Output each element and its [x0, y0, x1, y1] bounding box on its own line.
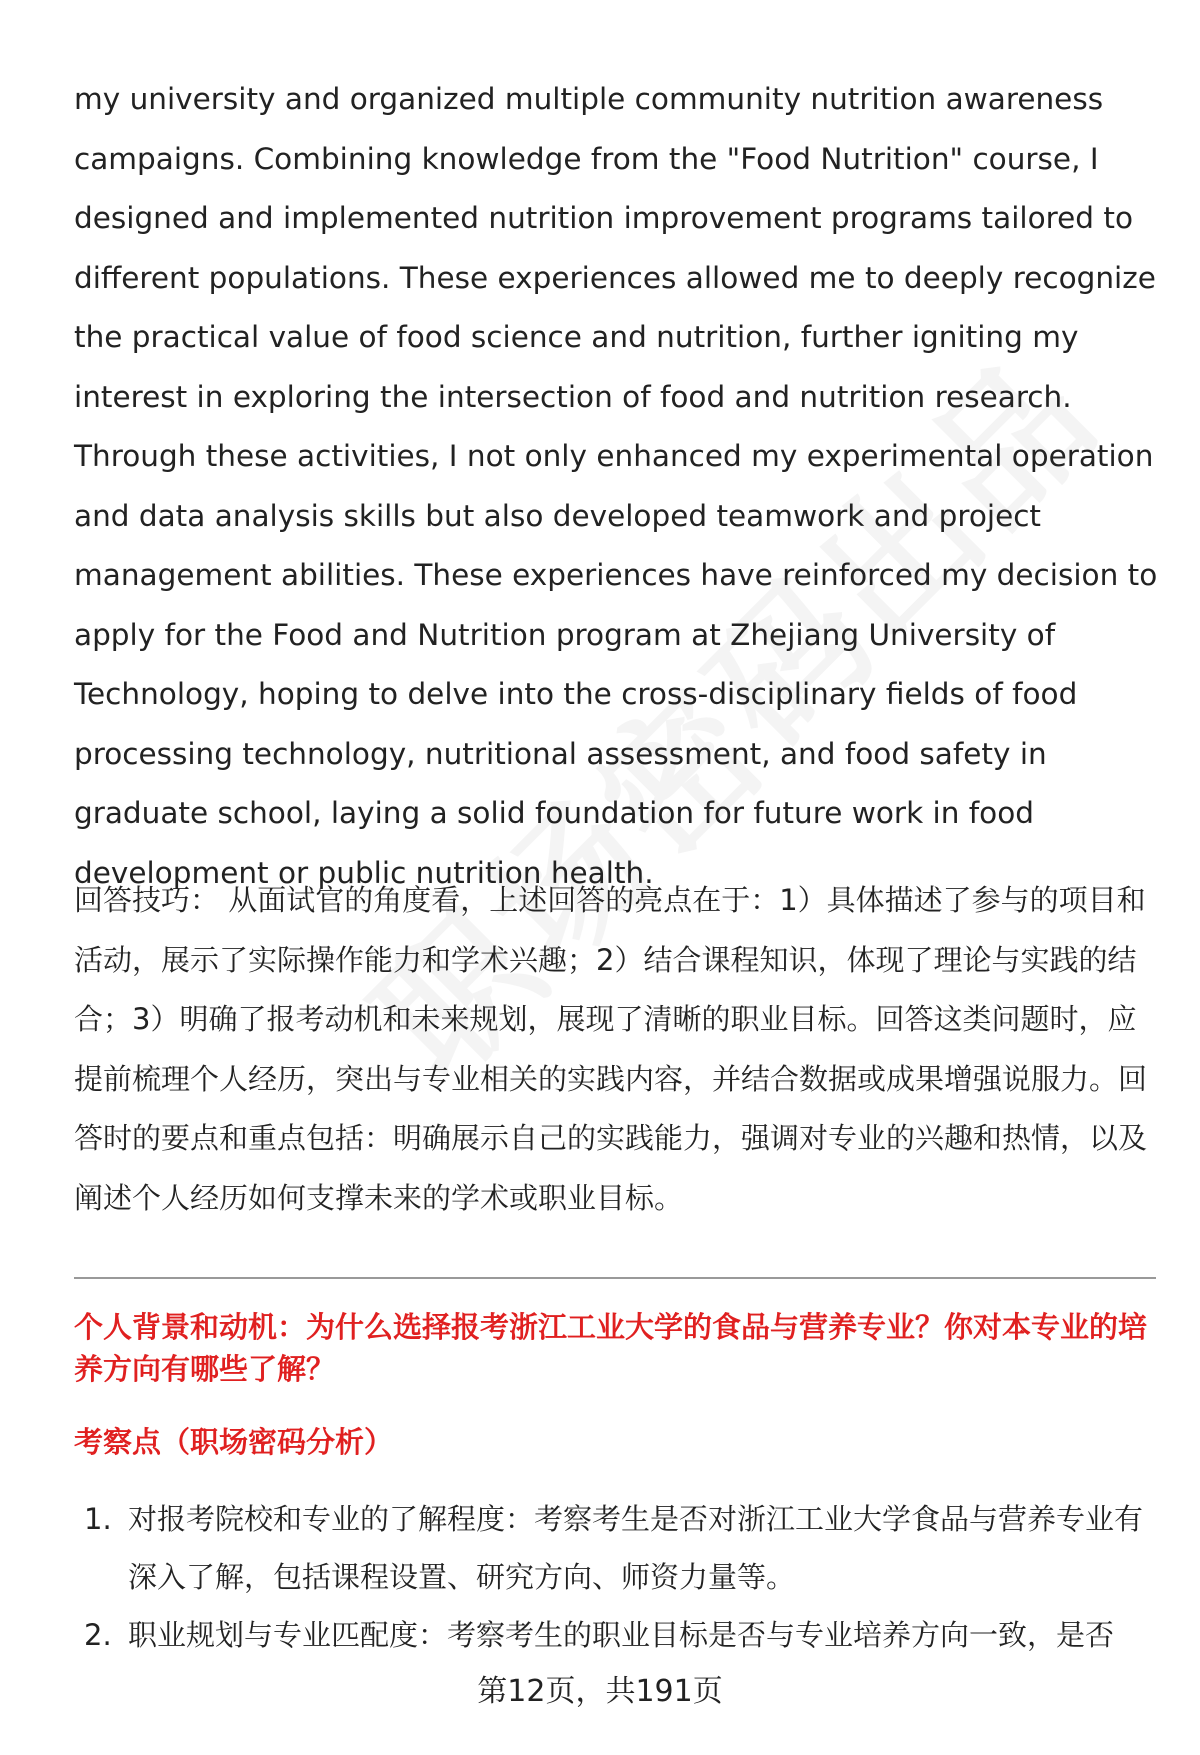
list-item-text: 职业规划与专业匹配度：考察考生的职业目标是否与专业培养方向一致，是否 — [128, 1618, 1115, 1652]
list-item-number: 1. — [84, 1502, 112, 1536]
list-item-text: 对报考院校和专业的了解程度：考察考生是否对浙江工业大学食品与营养专业有深入了解，包括课程设置、研究方向、师资力量等。 — [128, 1502, 1144, 1594]
list-item — [74, 1606, 1164, 1664]
section-title: 个人背景和动机：为什么选择报考浙江工业大学的食品与营养专业？你对本专业的培养方向有哪些了解？ — [74, 1310, 1148, 1386]
sub-title: 考察点（职场密码分析） — [74, 1425, 394, 1459]
answer-tip-paragraph: 回答技巧： 从面试官的角度看，上述回答的亮点在于：1）具体描述了参与的项目和活动，展示了实际操作能力和学术兴趣；2）结合课程知识，体现了理论与实践的结合；3）明确了报考动机和未来规划，展现了清晰的职业目标。回答这类问题时，应提前梳理个人经历，突出与专业相关的实践内容，并结合数据或成果增强说服力。回答时的要点和重点包括：明确展示自己的实践能力，强调对专业的兴趣和热情，以及阐述个人经历如何支撑未来的学术或职业目标。 — [74, 883, 1148, 1215]
english-paragraph: my university and organized multiple community nutrition awareness campaigns. Combining knowledge from the "Food Nutrition" course, I designed and implemented nutrition improvement programs tailored to different populations. These experiences allowed me to deeply recognize the practical value of food science and nutrition, further igniting my interest in exploring the intersection of food and nutrition research. Through these activities, I not only enhanced my experimental operation and data analysis skills but also developed teamwork and project management abilities. These experiences have reinforced my decision to apply for the Food and Nutrition program at Zhejiang University of Technology, hoping to delve into the cross-disciplinary fields of food processing technology, nutritional assessment, and food safety in graduate school, laying a solid foundation for future work in food development or public nutrition health. — [74, 82, 1158, 890]
list-item — [74, 1490, 1164, 1606]
page-footer: 第12页，共191页 — [477, 1674, 723, 1709]
list-item-number: 2. — [84, 1618, 112, 1652]
section-divider — [74, 1277, 1156, 1279]
analysis-list — [74, 1490, 1164, 1664]
